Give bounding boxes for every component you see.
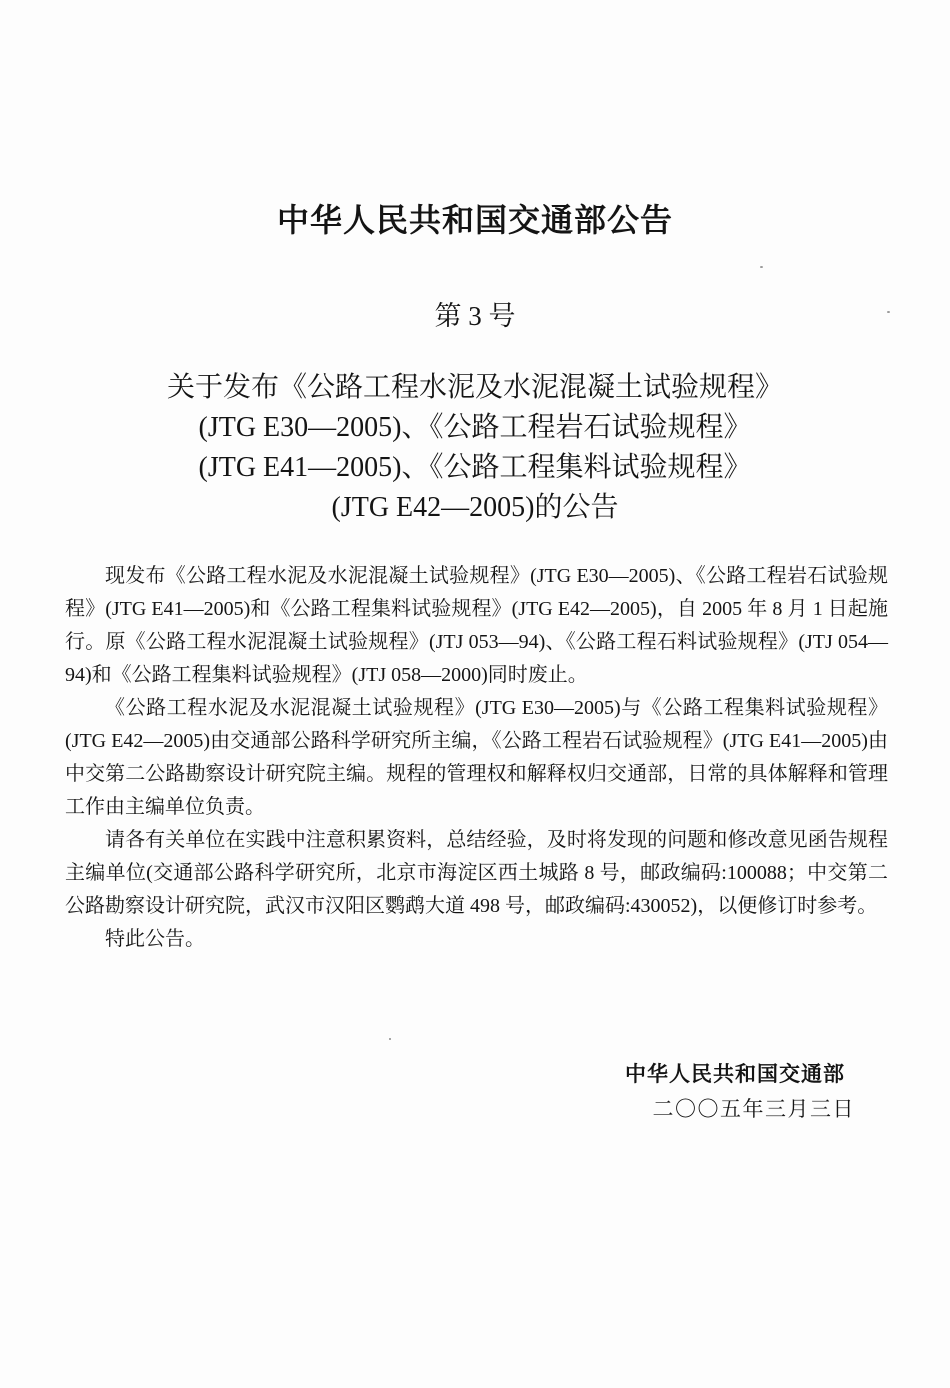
page-title: 中华人民共和国交通部公告 (276, 202, 673, 238)
subject-line: (JTG E42—2005)的公告 (331, 492, 619, 523)
paragraph-effective-date: 现发布《公路工程水泥及水泥混凝土试验规程》(JTG E30—2005)、《公路工程岩石试验规程》(JTG E41—2005)和《公路工程集料试验规程》(JTG E42—2005)，自 2005 年 8 月 1 日起施行。原《公路工程水泥混凝土试验规程》(JTJ 053—94)、《公路工程石料试验规程》(JTJ 054—94)和《公路工程集料试验规程》(JTJ 058—2000)同时废止。 (65, 565, 888, 686)
subject-line: (JTG E41—2005)、《公路工程集料试验规程》 (198, 452, 752, 483)
paragraph-editing-units: 《公路工程水泥及水泥混凝土试验规程》(JTG E30—2005)与《公路工程集料试验规程》(JTG E42—2005)由交通部公路科学研究所主编，《公路工程岩石试验规程》(JTG E41—2005)由中交第二公路勘察设计研究院主编。规程的管理权和解释权归交通部，日常的具体解释和管理工作由主编单位负责。 (65, 697, 888, 818)
signature-block (0, 1058, 950, 1126)
doc-subject (0, 368, 950, 528)
scan-speck (760, 266, 763, 268)
paragraph-closing: 特此公告。 (105, 928, 205, 950)
subject-line: (JTG E30—2005)、《公路工程岩石试验规程》 (198, 412, 752, 443)
signature-issuer: 中华人民共和国交通部 (625, 1063, 845, 1086)
scan-speck (887, 311, 890, 313)
scan-speck (389, 1038, 391, 1040)
signature-date: 二〇〇五年三月三日 (652, 1097, 855, 1121)
doc-number: 第 3 号 (434, 301, 516, 331)
doc-body (65, 560, 888, 956)
subject-line: 关于发布《公路工程水泥及水泥混凝土试验规程》 (166, 372, 783, 403)
paragraph-feedback-addresses: 请各有关单位在实践中注意积累资料，总结经验，及时将发现的问题和修改意见函告规程主编单位(交通部公路科学研究所，北京市海淀区西土城路 8 号，邮政编码:100088；中交第二公路勘察设计研究院，武汉市汉阳区鹦鹉大道 498 号，邮政编码:430052)，以便修订时参考。 (65, 829, 888, 917)
